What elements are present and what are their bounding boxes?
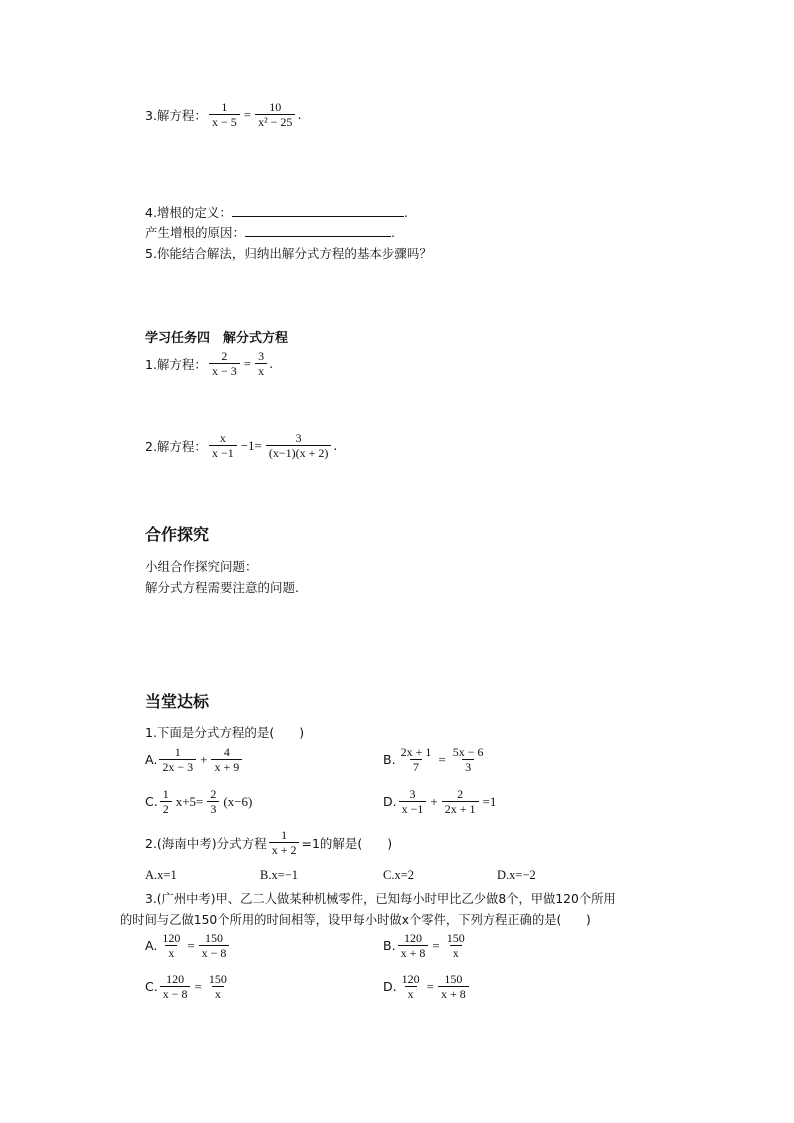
q5-line: 5.你能结合解法，归纳出解分式方程的基本步骤吗？ (145, 246, 432, 261)
practice-title: 当堂达标 (145, 692, 210, 711)
answer-blank[interactable] (245, 224, 391, 237)
fraction: $\frac{5x - 6}{3}$ (452, 745, 484, 774)
option-q3-c: C. $\frac{120}{x - 8}$ = $\frac{150}{x}$ (145, 972, 232, 1001)
option-q2-d: D.x=−2 (497, 868, 536, 882)
practice-q3-line2: 的时间与乙做150个所用的时间相等，设甲每小时做x个零件，下列方程正确的是( ) (120, 913, 591, 927)
fraction: $\frac{120}{x - 8}$ (160, 972, 191, 1001)
equation-task4-q1: 1.解方程： $\frac{2}{x - 3}$ = $\frac{3}{x}$ . (145, 349, 274, 378)
fraction: $\frac{120}{x}$ (401, 972, 420, 1001)
fraction: $\frac{2}{x - 3}$ (209, 349, 240, 378)
coop-line2: 解分式方程需要注意的问题. (145, 580, 299, 595)
fraction: $\frac{2x + 1}{7}$ (400, 745, 432, 774)
fraction: $\frac{10}{\text{x² − 25}}$ (255, 100, 295, 129)
coop-line1: 小组合作探究问题： (145, 559, 258, 574)
fraction: $\frac{1}{2}$ (160, 787, 172, 816)
task4-title: 学习任务四 解分式方程 (145, 331, 289, 346)
fraction: $\frac{3}{x -1}$ (399, 787, 427, 816)
fraction: $\frac{x}{x -1}$ (209, 431, 237, 460)
answer-blank[interactable] (232, 204, 404, 217)
practice-q2: 2.(海南中考)分式方程 $\frac{1}{x + 2}$ =1的解是( ) (145, 828, 393, 857)
option-q3-b: B. $\frac{120}{x + 8}$ = $\frac{150}{x}$ (383, 931, 470, 960)
equation-q3: 3.解方程： $\frac{1}{x - 5}$ = $\frac{10}{\text{x² − 25}}$ . (145, 100, 302, 129)
coop-title: 合作探究 (145, 525, 210, 544)
fraction: $\frac{120}{x}$ (162, 931, 181, 960)
fraction: $\frac{150}{x - 8}$ (199, 931, 230, 960)
fraction: $\frac{4}{x + 9}$ (211, 745, 242, 774)
option-q1-b: B. $\frac{2x + 1}{7}$ = $\frac{5x - 6}{3}$ (383, 745, 488, 774)
fraction: $\frac{120}{x + 8}$ (398, 931, 429, 960)
option-q2-b: B.x=−1 (260, 868, 299, 882)
fraction: $\frac{2}{2x + 1}$ (442, 787, 479, 816)
option-q2-c: C.x=2 (383, 868, 415, 882)
option-q1-d: D. $\frac{3}{x -1}$ + $\frac{2}{2x + 1}$ =1 (383, 787, 497, 816)
fraction: $\frac{150}{x + 8}$ (438, 972, 469, 1001)
fraction: $\frac{2}{3}$ (207, 787, 219, 816)
q4-line: 4.增根的定义： . (145, 205, 408, 220)
practice-q3-line1: 3.(广州中考)甲、乙二人做某种机械零件，已知每小时甲比乙少做8个，甲做120个所用 (145, 892, 616, 906)
option-q1-c: C. $\frac{1}{2}$ x+5= $\frac{2}{3}$ (x−6) (145, 787, 253, 816)
cause-line: 产生增根的原因： . (145, 225, 395, 240)
fraction: $\frac{150}{x}$ (446, 931, 465, 960)
fraction: $\frac{1}{2x - 3}$ (159, 745, 196, 774)
fraction: $\frac{3}{x}$ (255, 349, 267, 378)
equation-task4-q2: 2.解方程： $\frac{x}{x -1}$ −1= $\frac{3}{(x-1)(x + 2)}$ . (145, 431, 338, 460)
q3-label: 3.解方程： (145, 107, 207, 123)
practice-q1: 1.下面是分式方程的是( ) (145, 725, 305, 740)
option-q3-a: A. $\frac{120}{x}$ = $\frac{150}{x - 8}$ (145, 931, 231, 960)
fraction: $\frac{1}{x - 5}$ (209, 100, 240, 129)
fraction: $\frac{1}{x + 2}$ (269, 828, 300, 857)
option-q1-a: A. $\frac{1}{2x - 3}$ + $\frac{4}{x + 9}$ (145, 745, 244, 774)
fraction: $\frac{3}{(x-1)(x + 2)}$ (266, 431, 332, 460)
option-q2-a: A.x=1 (145, 868, 177, 882)
fraction: $\frac{150}{x}$ (208, 972, 227, 1001)
option-q3-d: D. $\frac{120}{x}$ = $\frac{150}{x + 8}$ (383, 972, 471, 1001)
